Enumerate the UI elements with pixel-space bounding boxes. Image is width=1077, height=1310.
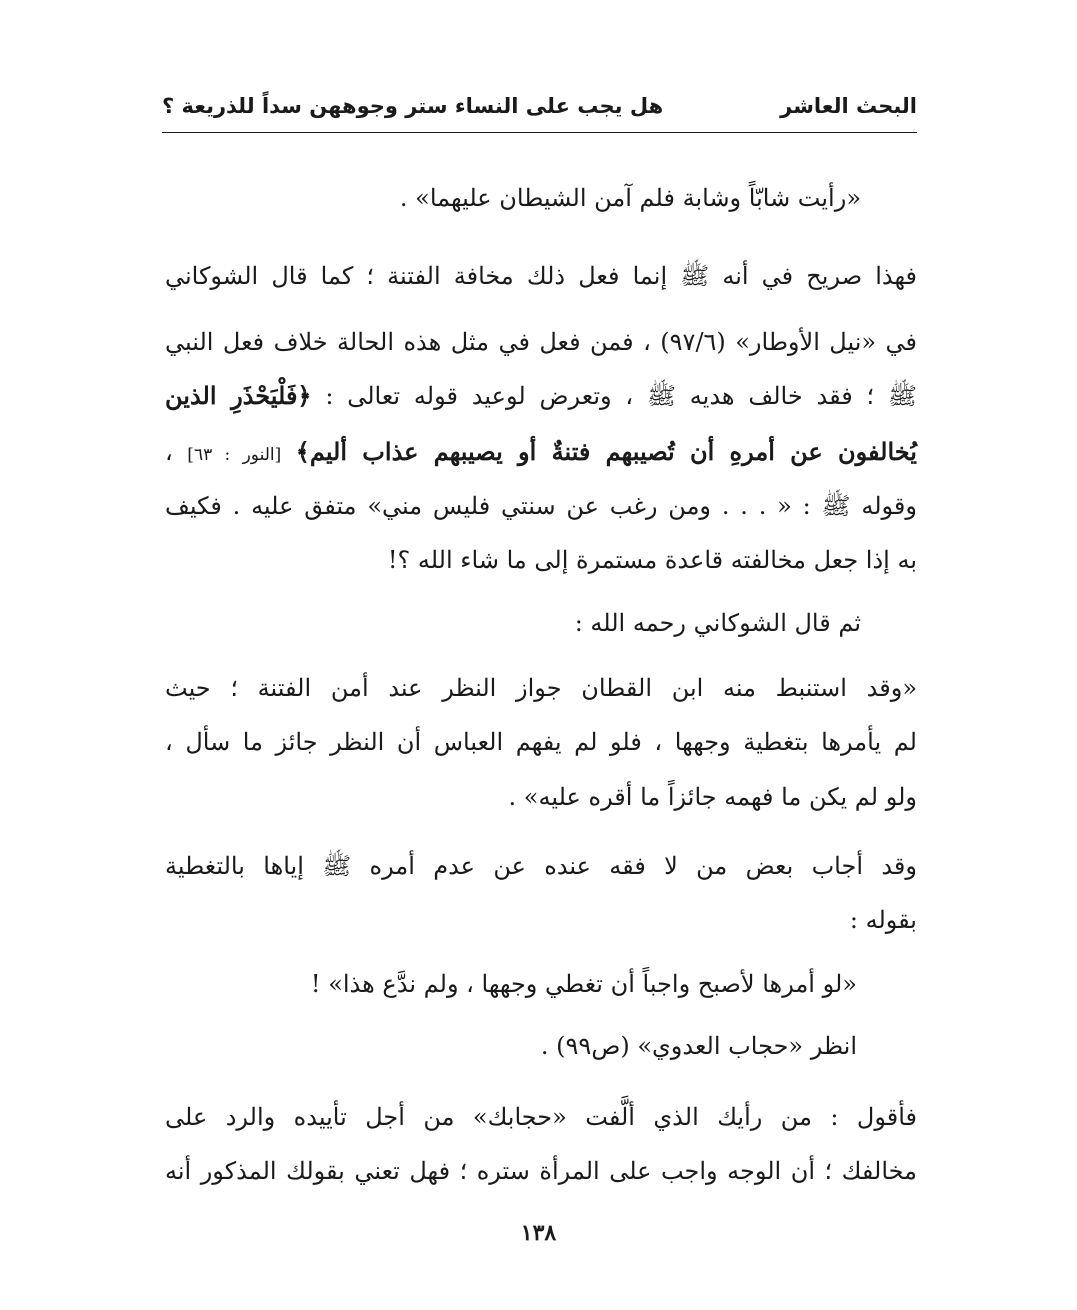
verse-reference: [النور : ٦٣] xyxy=(187,445,282,465)
text-line: «رأيت شابّاً وشابة فلم آمن الشيطان عليهما» . xyxy=(399,184,861,212)
page-number: ١٣٨ xyxy=(520,1220,557,1246)
text-line: وقوله ﷺ : « . . . ومن رغب عن سنتي فليس مني» متفق عليه . فكيف xyxy=(165,492,917,520)
text-line: مخالفك ؛ أن الوجه واجب على المرأة ستره ؛ فهل تعني بقولك المذكور أنه xyxy=(165,1157,917,1185)
running-header xyxy=(162,88,917,130)
text-line: بقوله : xyxy=(849,906,917,934)
text-line: وقد أجاب بعض من لا فقه عنده عن عدم أمره ﷺ إياها بالتغطية xyxy=(165,852,917,880)
quran-verse: يُخالفون عن أمرهِ أن تُصيبهم فتنةٌ أو يصيبهم عذاب أليم﴾ xyxy=(295,437,917,466)
running-title: هل يجب على النساء ستر وجوههن سداً للذريعة ؟ xyxy=(162,94,664,118)
text-segment: ، xyxy=(165,438,173,466)
text-line: به إذا جعل مخالفته قاعدة مستمرة إلى ما شاء الله ؟! xyxy=(387,546,917,574)
quran-verse: ﴿فَلْيَحْذَرِ الذين xyxy=(165,381,312,410)
text-line: ولو لم يكن ما فهمه جائزاً ما أقره عليه» . xyxy=(508,783,917,811)
text-line: فأقول : من رأيك الذي ألَّفت «حجابك» من أجل تأييده والرد على xyxy=(165,1103,917,1131)
text-segment: ﷺ ؛ فقد خالف هديه ﷺ ، وتعرض لوعيد قوله تعالى : xyxy=(325,382,917,410)
text-line xyxy=(165,376,917,416)
text-line: «لو أمرها لأصبح واجباً أن تغطي وجهها ، ولم ندَّع هذا» ! xyxy=(310,970,857,998)
text-line: ثم قال الشوكاني رحمه الله : xyxy=(574,609,861,637)
text-line: انظر «حجاب العدوي» (ص٩٩) . xyxy=(540,1032,857,1060)
text-line xyxy=(165,432,917,472)
text-line: لم يأمرها بتغطية وجهها ، فلو لم يفهم العباس أن النظر جائز ما سأل ، xyxy=(165,728,917,756)
chapter-label: البحث العاشر xyxy=(780,94,917,118)
text-line: «وقد استنبط منه ابن القطان جواز النظر عند أمن الفتنة ؛ حيث xyxy=(165,674,918,702)
text-line: فهذا صريح في أنه ﷺ إنما فعل ذلك مخافة الفتنة ؛ كما قال الشوكاني xyxy=(165,262,917,290)
header-rule xyxy=(162,132,917,133)
text-line: في «نيل الأوطار» (٩٧/٦) ، فمن فعل في مثل هذه الحالة خلاف فعل النبي xyxy=(165,328,918,356)
